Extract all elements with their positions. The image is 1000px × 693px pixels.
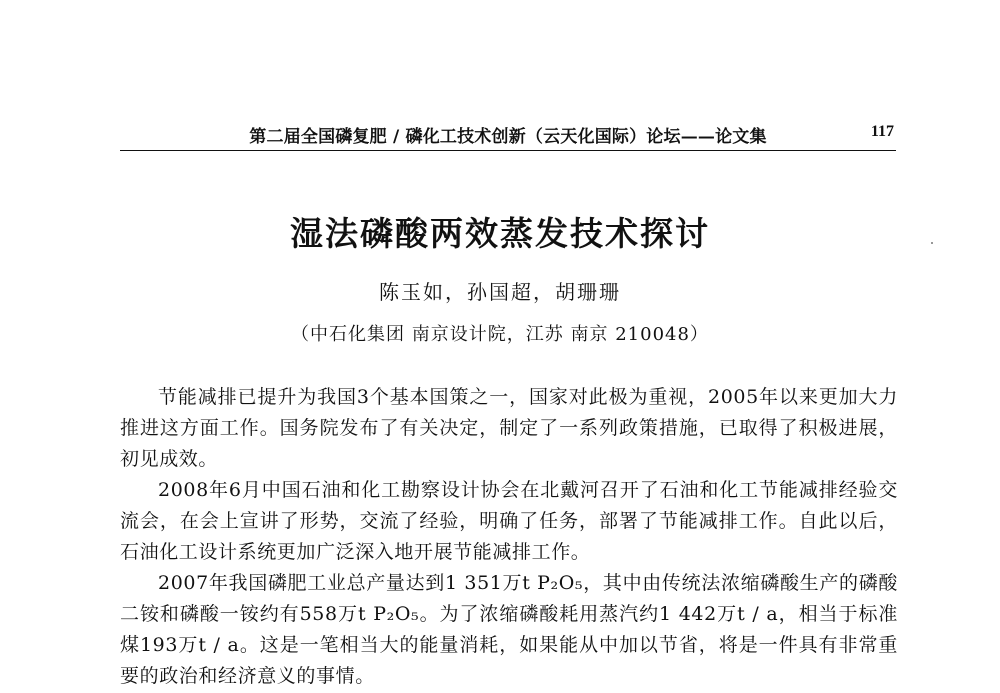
author-list: 陈玉如，孙国超，胡珊珊 <box>379 280 621 304</box>
running-title: 第二届全国磷复肥 / 磷化工技术创新（云天化国际）论坛——论文集 <box>249 127 767 147</box>
affiliation: （中石化集团 南京设计院，江苏 南京 210048） <box>291 324 709 345</box>
paragraph-1: 节能减排已提升为我国3个基本国策之一，国家对此极为重视，2005年以来更加大力推进这方面工作。国务院发布了有关决定，制定了一系列政策措施，已取得了积极进展，初见成效。 <box>120 386 898 470</box>
paragraph-2: 2008年6月中国石油和化工勘察设计协会在北戴河召开了石油和化工节能减排经验交流会，在会上宣讲了形势，交流了经验，明确了任务，部署了节能减排工作。自此以后，石油化工设计系统更加广泛深入地开展节能减排工作。 <box>120 479 898 563</box>
body-text <box>120 382 898 692</box>
running-header <box>120 118 896 151</box>
page-number: 117 <box>870 123 894 140</box>
paper-title: 湿法磷酸两效蒸发技术探讨 <box>290 214 710 253</box>
paragraph-3: 2007年我国磷肥工业总产量达到1 351万t P₂O₅，其中由传统法浓缩磷酸生产的磷酸二铵和磷酸一铵约有558万t P₂O₅。为了浓缩磷酸耗用蒸汽约1 442万t / a，相当于标准煤193万t / a。这是一笔相当大的能量消耗，如果能从中加以节省，将是一件具有非常重要的政治和经济意义的事情。 <box>120 572 898 687</box>
